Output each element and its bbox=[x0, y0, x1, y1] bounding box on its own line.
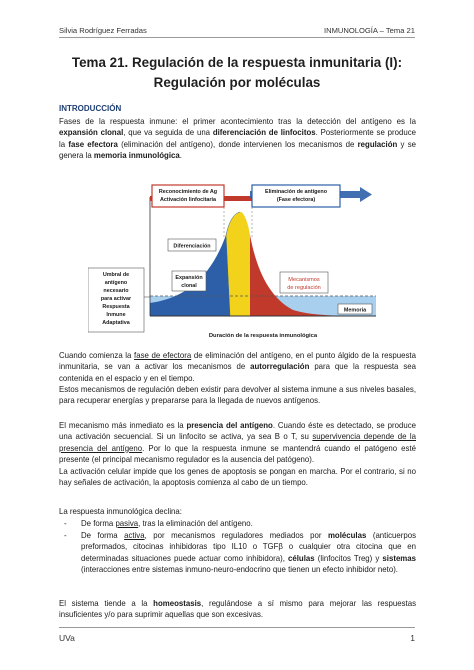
expansion-label-1: Expansión bbox=[175, 275, 203, 281]
section-heading: INTRODUCCIÓN bbox=[59, 104, 122, 113]
paragraph-homeostasis bbox=[59, 598, 416, 621]
paragraph-phases bbox=[59, 116, 416, 162]
bold-term: diferenciación de linfocitos bbox=[212, 128, 316, 138]
list-dash: - bbox=[64, 531, 67, 540]
elimination-label-2: (Fase efectora) bbox=[276, 197, 316, 203]
text: El sistema tiende a la bbox=[59, 599, 154, 608]
text: de eliminación del antígeno, en el punto álgido de la respuesta inmunitaria, se van a activar los mecanismos de bbox=[59, 351, 416, 372]
bold-term: sistemas bbox=[382, 553, 416, 563]
text: . Por lo que la respuesta inmune se mantendrá cuando el patógeno esté presente (el principal mecanismo regulador es la ausencia del patógeno). bbox=[59, 443, 416, 465]
threshold-text-line: antígeno bbox=[104, 280, 128, 286]
text: , por mecanismos reguladores mediados por bbox=[144, 531, 328, 540]
text: . bbox=[179, 151, 182, 161]
title-line-2: Regulación por moléculas bbox=[153, 75, 321, 90]
title-line-1: Tema 21. Regulación de la respuesta inmunitaria (I): bbox=[71, 55, 403, 70]
underlined-term: pasiva bbox=[115, 519, 139, 528]
regulation-label-2: de regulación bbox=[287, 285, 321, 291]
underlined-term: fase de efectora bbox=[134, 351, 192, 360]
bold-term: regulación bbox=[357, 139, 398, 149]
bold-term: expansión clonal bbox=[59, 128, 124, 138]
threshold-text-line: Adaptativa bbox=[102, 320, 130, 326]
paragraph-antigen bbox=[59, 420, 416, 466]
recognition-label-1: Reconocimiento de Ag bbox=[158, 189, 218, 195]
header-author: Silvia Rodríguez Ferradas bbox=[59, 26, 147, 35]
paragraph-effector bbox=[59, 350, 416, 384]
peak-area bbox=[226, 212, 250, 316]
text: (linfocitos Treg) y bbox=[314, 553, 383, 563]
regulation-label-1: Mecanismos bbox=[288, 277, 320, 283]
text: , regulándose a sí mismo para mejorar las respuestas insuficientes y/o para suprimir aquellas que son excesivas. bbox=[59, 599, 417, 620]
text: (eliminación del antígeno), donde intervienen los mecanismos de bbox=[117, 139, 358, 149]
bold-term: memoria inmunológica bbox=[93, 151, 180, 161]
underlined-term: activa bbox=[124, 531, 145, 540]
text: (anticuerpos preformados, citocinas inhibidoras tipo IL10 o TGFβ o cualquier otra citocina que en determinadas situaciones puede actuar como inhibidora), bbox=[81, 531, 416, 563]
text: y se genera la bbox=[59, 139, 416, 161]
threshold-text-line: Inmune bbox=[106, 312, 126, 318]
list-text bbox=[81, 518, 416, 529]
text: . Cuando éste es detectado, se produce una activación secuencial. Si un linfocito se activa, ya sea B o T, su bbox=[59, 421, 416, 442]
text: , que va seguida de una bbox=[123, 128, 213, 138]
list-text bbox=[81, 530, 416, 576]
underlined-term: supervivencia depende de la presencia del antígeno bbox=[59, 432, 416, 453]
differentiation-label: Diferenciación bbox=[173, 243, 211, 250]
text: (interacciones entre sistemas inmuno-neuro-endocrino que tienen un efecto inhibidor neto). bbox=[81, 565, 398, 575]
header-course: INMUNOLOGÍA – Tema 21 bbox=[323, 26, 415, 35]
bold-term: homeostasis bbox=[153, 599, 202, 608]
bold-term: fase efectora bbox=[68, 139, 118, 149]
elimination-label-1: Eliminación de antígeno bbox=[264, 189, 328, 195]
expansion-label-2: clonal bbox=[181, 283, 197, 289]
bold-term: moléculas bbox=[327, 531, 367, 540]
threshold-text-line: para activar bbox=[100, 296, 132, 302]
threshold-text-line: necesario bbox=[103, 288, 129, 294]
paragraph-regulation: Estos mecanismos de regulación deben existir para devolver al sistema inmune a sus niveles basales, para recuperar energías y prepararse para la llegada de nuevos antígenos. bbox=[59, 385, 416, 406]
bold-term: autorregulación bbox=[250, 362, 310, 372]
text: para que la respuesta sea contenida en el espacio y en el tiempo. bbox=[59, 362, 416, 383]
text: . Posteriormente se produce la bbox=[59, 128, 416, 149]
recognition-label-2: Activación linfocitaria bbox=[159, 197, 217, 203]
paragraph-decline: La respuesta inmunológica declina: bbox=[59, 507, 182, 516]
header-rule bbox=[59, 37, 415, 38]
x-axis-label: Duración de la respuesta inmunológica bbox=[208, 333, 318, 339]
text: El mecanismo más inmediato es la bbox=[59, 421, 187, 430]
footer-university: UVa bbox=[59, 633, 75, 643]
bold-term: presencia del antígeno bbox=[186, 421, 273, 430]
text: De forma bbox=[81, 519, 116, 528]
threshold-text-line: Umbral de bbox=[102, 272, 130, 278]
bold-term: células bbox=[288, 553, 315, 563]
text: De forma bbox=[81, 531, 125, 540]
page-title bbox=[40, 53, 434, 93]
text: Cuando comienza la bbox=[59, 351, 135, 360]
text: , tras la eliminación del antígeno. bbox=[138, 519, 253, 528]
footer-rule bbox=[59, 627, 415, 628]
page-number: 1 bbox=[410, 633, 415, 643]
list-dash: - bbox=[64, 519, 67, 528]
threshold-text-line: Respuesta bbox=[102, 304, 130, 310]
paragraph-apoptosis: La activación celular impide que los genes de apoptosis se pongan en marcha. Por el contrario, si no hay señales de activación, la apoptosis comienza al cabo de un tiempo. bbox=[59, 467, 416, 488]
immune-response-figure bbox=[88, 177, 378, 347]
memory-label: Memoria bbox=[343, 307, 367, 314]
text: Fases de la respuesta inmune: el primer acontecimiento tras la detección del antígeno es la bbox=[59, 117, 416, 126]
